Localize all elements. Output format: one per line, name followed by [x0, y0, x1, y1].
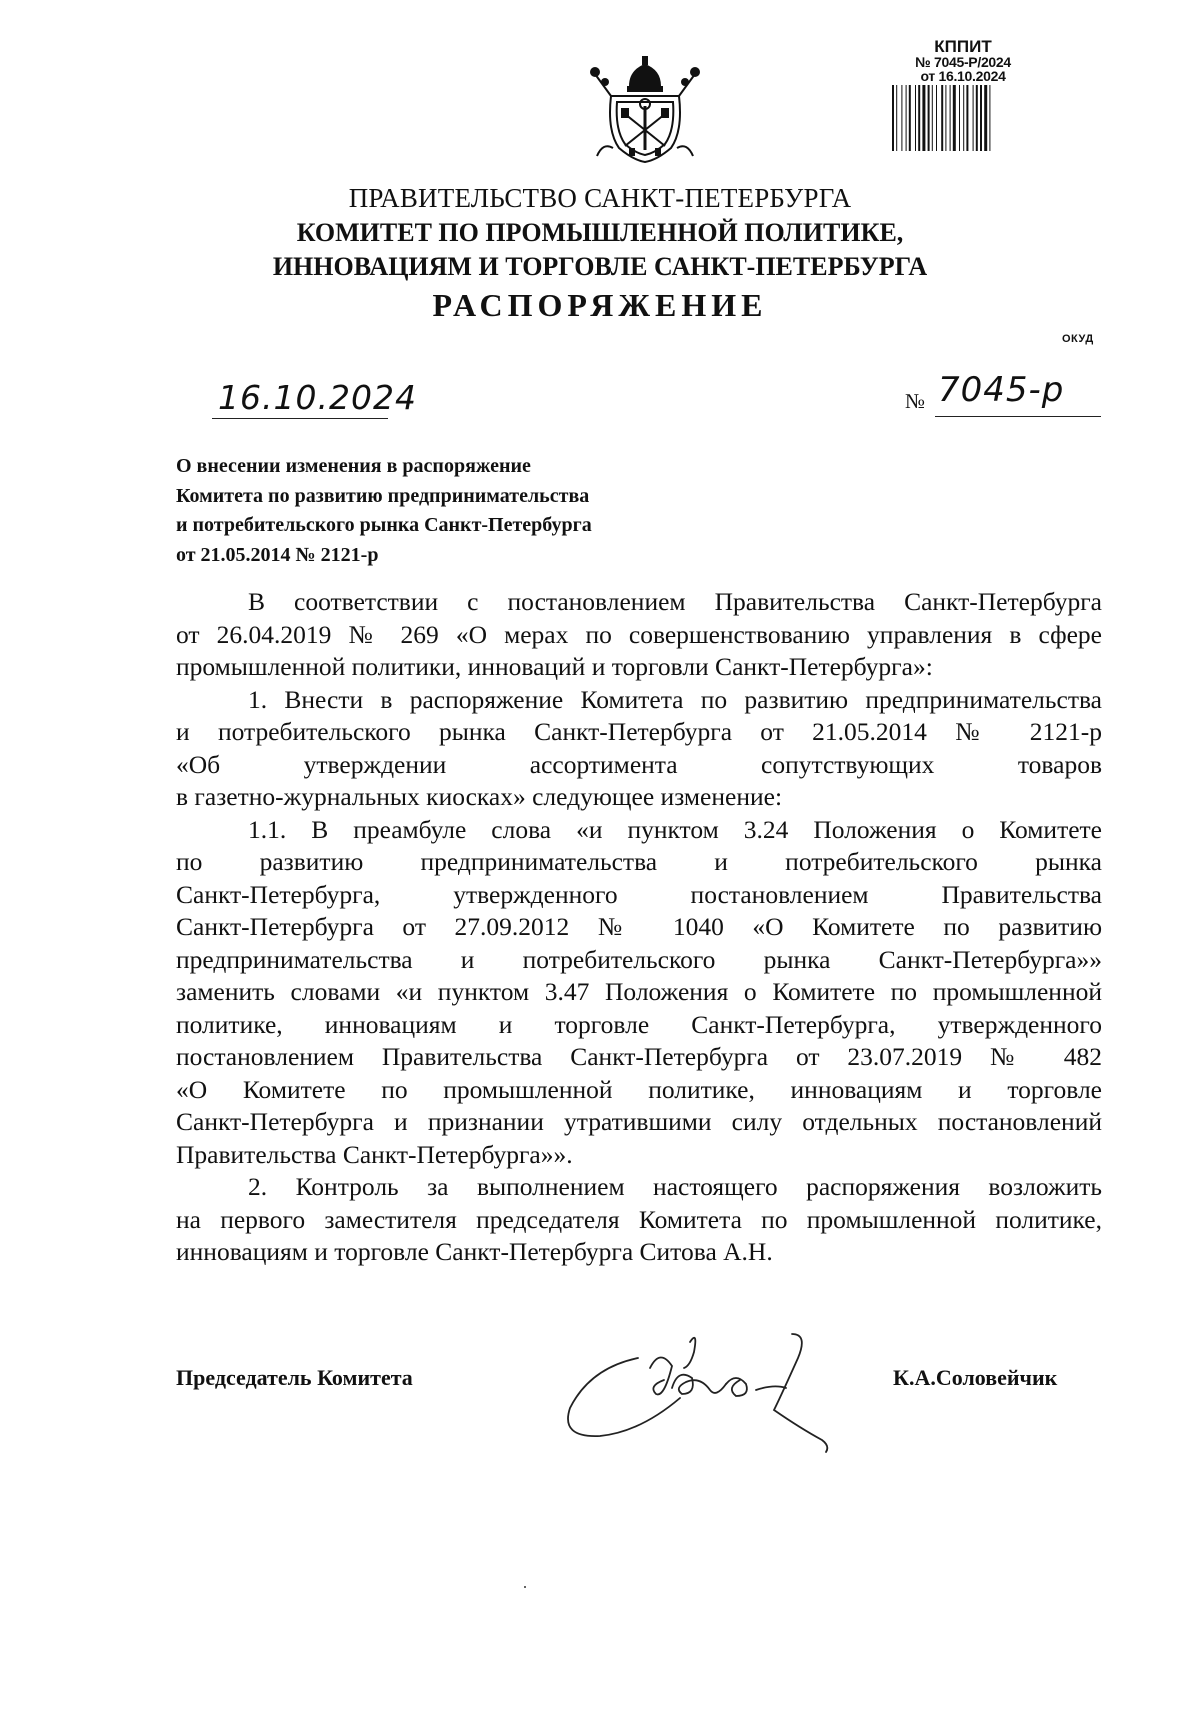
subject-line: О внесении изменения в распоряжение — [176, 455, 531, 477]
coat-of-arms-icon — [585, 56, 705, 168]
signatory-name: К.А.Соловейчик — [893, 1365, 1058, 1390]
order-number: 7045-р — [938, 370, 1065, 410]
body-line: от 26.04.2019 № 269 «О мерах по совершенствованию управления в сфере — [176, 619, 1102, 649]
body-line: постановлением Правительства Санкт-Петербурга от 23.07.2019 № 482 — [176, 1042, 1102, 1071]
subject-line: и потребительского рынка Санкт-Петербурга — [176, 514, 592, 536]
barcode-icon — [891, 85, 1036, 151]
document-type: РАСПОРЯЖЕНИЕ — [432, 287, 768, 323]
stamp-reg-number: № 7045-Р/2024 — [915, 54, 1011, 70]
committee-title-line1: КОМИТЕТ ПО ПРОМЫШЛЕННОЙ ПОЛИТИКЕ, — [296, 218, 904, 247]
government-title: ПРАВИТЕЛЬСТВО САНКТ-ПЕТЕРБУРГА — [348, 183, 852, 213]
body-line: В соответствии с постановлением Правительства Санкт-Петербурга — [248, 587, 1102, 616]
order-subject — [176, 452, 736, 570]
body-line: на первого заместителя председателя Комитета по промышленной политике, — [176, 1204, 1102, 1234]
number-underline — [935, 416, 1101, 417]
order-date: 16.10.2024 — [218, 378, 417, 417]
body-line: политике, инновациям и торговле Санкт-Петербурга, утвержденного — [176, 1009, 1102, 1039]
body-line: инновациям и торговле Санкт-Петербурга Ситова А.Н. — [176, 1237, 773, 1266]
subject-line: от 21.05.2014 № 2121-р — [176, 543, 379, 566]
order-body — [176, 586, 1102, 1269]
subject-line: Комитета по развитию предпринимательства — [176, 484, 590, 507]
okud-label: ОКУД — [1062, 333, 1094, 345]
body-line: «Об утверждении ассортимента сопутствующих товаров — [176, 749, 1102, 779]
body-line: 1. Внести в распоряжение Комитета по развитию предпринимательства — [248, 684, 1102, 714]
signatory-position: Председатель Комитета — [176, 1365, 413, 1390]
body-line: предпринимательства и потребительского рынка Санкт-Петербурга»» — [176, 944, 1102, 974]
scan-speck — [524, 1586, 526, 1588]
stamp-org: КППИТ — [934, 37, 992, 56]
number-label: № — [905, 389, 926, 413]
body-line: заменить словами «и пунктом 3.47 Положения о Комитете по промышленной — [176, 977, 1102, 1006]
body-line: «О Комитете по промышленной политике, инновациям и торговле — [176, 1074, 1102, 1104]
body-line: и потребительского рынка Санкт-Петербурга от 21.05.2014 № 2121-р — [176, 717, 1102, 746]
body-line: промышленной политики, инноваций и торговли Санкт-Петербурга»: — [176, 652, 933, 681]
body-line: 2. Контроль за выполнением настоящего распоряжения возложить — [248, 1172, 1102, 1201]
stamp-reg-date: от 16.10.2024 — [920, 68, 1006, 84]
body-line: по развитию предпринимательства и потребительского рынка — [176, 847, 1102, 876]
body-line: 1.1. В преамбуле слова «и пунктом 3.24 Положения о Комитете — [248, 814, 1102, 844]
committee-title-line2: ИННОВАЦИЯМ И ТОРГОВЛЕ САНКТ-ПЕТЕРБУРГА — [272, 252, 928, 281]
date-underline — [212, 418, 388, 419]
body-line: Правительства Санкт-Петербурга»». — [176, 1139, 573, 1169]
handwritten-signature-icon — [560, 1328, 850, 1458]
body-line: Санкт-Петербурга от 27.09.2012 № 1040 «О Комитете по развитию — [176, 912, 1102, 941]
body-line: Санкт-Петербурга и признании утратившими силу отдельных постановлений — [176, 1107, 1102, 1136]
body-line: Санкт-Петербурга, утвержденного постановлением Правительства — [176, 879, 1102, 909]
registration-stamp — [888, 38, 1038, 151]
body-line: в газетно-журнальных киосках» следующее изменение: — [176, 782, 783, 811]
